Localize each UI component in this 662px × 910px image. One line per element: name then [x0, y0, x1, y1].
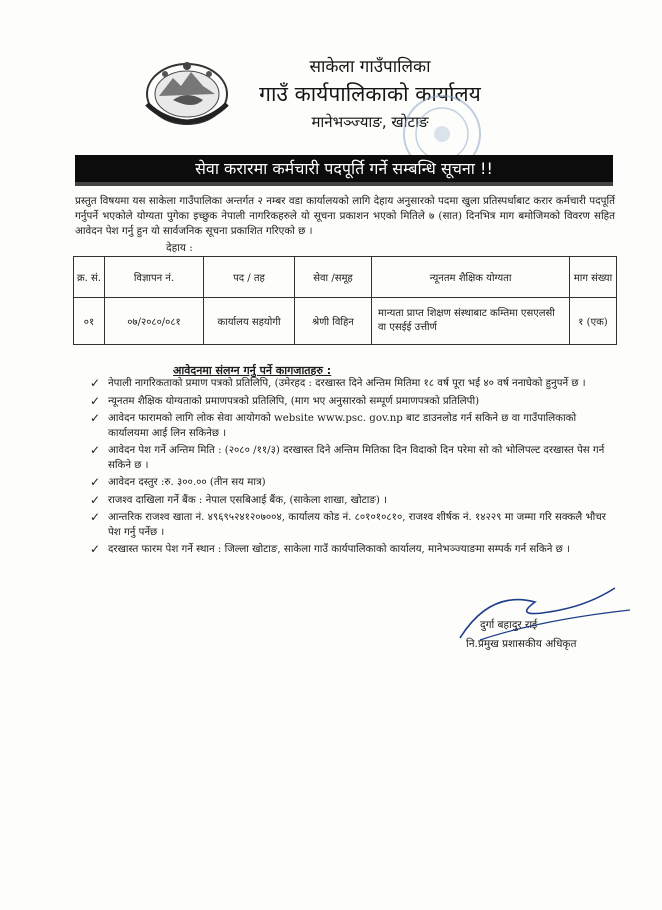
- document-text: राजश्व दाखिला गर्ने बैंक : नेपाल एसबिआई बैंक, (साकेला शाखा, खोटाङ) ।: [108, 494, 387, 506]
- col-post-header: पद / तह: [204, 257, 295, 298]
- document-text: दरखास्त फारम पेश गर्ने स्थान : जिल्ला खोटाङ, साकेला गाउँ कार्यपालिकाको कार्यालय, मानेभञ्ज्याङमा सम्पर्क गर्न सकिने छ ।: [108, 544, 570, 555]
- list-item: [90, 444, 610, 473]
- document-text: आवेदन फारामको लागि लोक सेवा आयोगको website www.psc. gov.np बाट डाउनलोड गर्न सकिने छ वा गाउँपालिकाको कार्यालयमा आई लिन सकिनेछ ।: [108, 413, 577, 439]
- office-name: गाउँ कार्यपालिकाको कार्यालय: [259, 82, 481, 106]
- table-row: [74, 298, 617, 345]
- document-text: न्यूनतम शैक्षिक योग्यताको प्रमाणपत्रको प्रतिलिपि, (माग भए अनुसारको सम्पूर्ण प्रमाणपत्रको प्रतिलिपी): [108, 395, 480, 407]
- dehaay-label: देहाय :: [166, 242, 193, 254]
- cell-service: श्रेणी विहिन: [295, 298, 372, 345]
- check-icon: ✓: [90, 411, 101, 425]
- intro-paragraph: प्रस्तुत विषयमा यस साकेला गाउँपालिका अन्तर्गत २ नम्बर वडा कार्यालयको लागि देहाय अनुसारको पदमा खुला प्रतिस्पर्धाबाट करार कर्मचारी पदपूर्ति गर्नुपर्ने भएकोले योग्यता पुगेका इच्छुक नेपाली नागरिकहरुले यो सूचना प्रकाशन भएको मितिले ७ (सात) दिनभित्र माग बमोजिमको विवरण सहित आवेदन पेश गर्नु हुन यो सार्वजनिक सूचना प्रकाशित गरिएको छ ।: [75, 195, 615, 237]
- check-icon: ✓: [90, 443, 101, 457]
- cell-qualification: मान्यता प्राप्त शिक्षण संस्थाबाट कम्तिमा एसएलसी वा एसईई उत्तीर्ण: [372, 298, 570, 345]
- post-table: [73, 256, 617, 345]
- col-count-header: माग संख्या: [570, 257, 617, 298]
- signatory-name: दुर्गा बहादुर राई: [480, 619, 538, 631]
- documents-title: आवेदनमा संलग्न गर्नु पर्ने कागजातहरु :: [173, 364, 332, 377]
- check-icon: ✓: [90, 510, 101, 524]
- notice-banner: सेवा करारमा कर्मचारी पदपूर्ति गर्ने सम्बन्धि सूचना !!: [75, 155, 613, 182]
- check-icon: ✓: [90, 542, 101, 556]
- check-icon: ✓: [90, 492, 101, 507]
- document-text: नेपाली नागरिकताको प्रमाण पत्रको प्रतिलिपि, (उमेरहद : दरखास्त दिने अन्तिम मितिमा १८ वर्ष पूरा भई ४० वर्ष ननाघेको हुनुपर्ने छ ।: [108, 378, 586, 389]
- cell-adno: ०७/२०८०/०८१: [105, 298, 204, 345]
- office-address: मानेभञ्ज्याङ, खोटाङ: [311, 113, 429, 131]
- cell-sn: ०१: [74, 298, 105, 345]
- signatory-title: नि.प्रमुख प्रशासकीय अधिकृत: [466, 638, 577, 650]
- list-item: [90, 494, 610, 509]
- cell-post: कार्यालय सहयोगी: [204, 298, 295, 345]
- col-sn-header: क्र. सं.: [74, 257, 105, 298]
- list-item: [90, 412, 610, 441]
- list-item: [90, 543, 610, 558]
- col-qualification-header: न्यूनतम शैक्षिक योग्यता: [372, 257, 570, 298]
- col-service-header: सेवा /समूह: [295, 257, 372, 298]
- list-item: [90, 377, 610, 392]
- list-item: [90, 511, 610, 540]
- document-text: आवेदन पेश गर्ने अन्तिम मिति : (२०८० /११/३) दरखास्त दिने अन्तिम मितिका दिन विदाको दिन परेमा सो को भोलिपल्ट दरखास्त पेस गर्न सकिने छ ।: [108, 445, 605, 471]
- col-adno-header: विज्ञापन नं.: [105, 257, 204, 298]
- check-icon: ✓: [90, 475, 101, 489]
- document-text: आवेदन दस्तुर :रु. ३००.०० (तीन सय मात्र): [108, 477, 266, 488]
- check-icon: ✓: [90, 393, 101, 408]
- check-icon: ✓: [90, 376, 101, 390]
- cell-count: १ (एक): [570, 298, 617, 345]
- documents-list: [90, 377, 610, 561]
- list-item: [90, 395, 610, 410]
- document-text: आन्तरिक राजश्व खाता नं. ४९६९५२४१२०७००४, कार्यालय कोड नं. ८०१०१०८१०, राजश्व शीर्षक नं. १४२२९ मा जम्मा गरि सक्कलै भौचर पेश गर्नु पर्नेछ ।: [108, 512, 606, 538]
- municipality-name: साकेला गाउँपालिका: [309, 57, 431, 77]
- list-item: [90, 476, 610, 491]
- nepal-emblem-icon: [143, 56, 231, 128]
- table-header-row: [74, 257, 617, 298]
